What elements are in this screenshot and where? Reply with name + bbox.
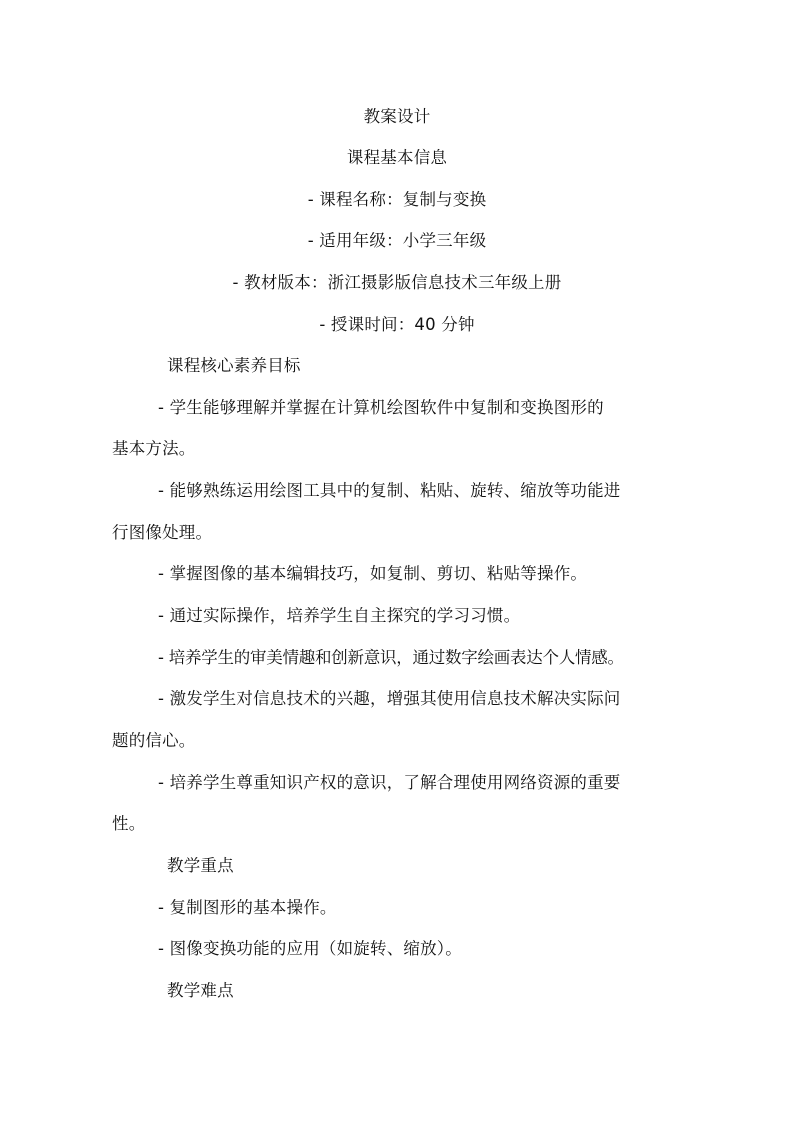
goal-item-6: - 激发学生对信息技术的兴趣，增强其使用信息技术解决实际问 [158,689,621,708]
textbook-version: - 教材版本：浙江摄影版信息技术三年级上册 [232,273,562,292]
goal-item-1-continued: 基本方法。 [112,439,196,458]
class-duration: - 授课时间：40 分钟 [319,315,475,334]
section-heading-key-points: 教学重点 [167,856,234,875]
goal-item-4: - 通过实际操作，培养学生自主探究的学习习惯。 [158,606,521,625]
goal-item-6-continued: 题的信心。 [112,731,196,750]
grade-level: - 适用年级：小学三年级 [307,231,487,250]
goal-item-5: - 培养学生的审美情趣和创新意识，通过数字绘画表达个人情感。 [158,648,624,667]
section-heading-core-goals: 课程核心素养目标 [167,356,301,375]
goal-item-2: - 能够熟练运用绘图工具中的复制、粘贴、旋转、缩放等功能进 [158,481,621,500]
goal-item-7: - 培养学生尊重知识产权的意识，了解合理使用网络资源的重要 [158,773,621,792]
goal-item-1: - 学生能够理解并掌握在计算机绘图软件中复制和变换图形的 [158,398,604,417]
goal-item-2-continued: 行图像处理。 [112,523,213,542]
document-title: 教案设计 [363,107,431,126]
key-point-1: - 复制图形的基本操作。 [158,898,337,917]
section-heading-basic-info: 课程基本信息 [346,148,448,167]
goal-item-3: - 掌握图像的基本编辑技巧，如复制、剪切、粘贴等操作。 [158,564,588,583]
section-heading-difficulties: 教学难点 [167,981,234,1000]
course-name: - 课程名称：复制与变换 [307,190,487,209]
key-point-2: - 图像变换功能的应用（如旋转、缩放）。 [158,939,462,958]
goal-item-7-continued: 性。 [112,814,146,833]
